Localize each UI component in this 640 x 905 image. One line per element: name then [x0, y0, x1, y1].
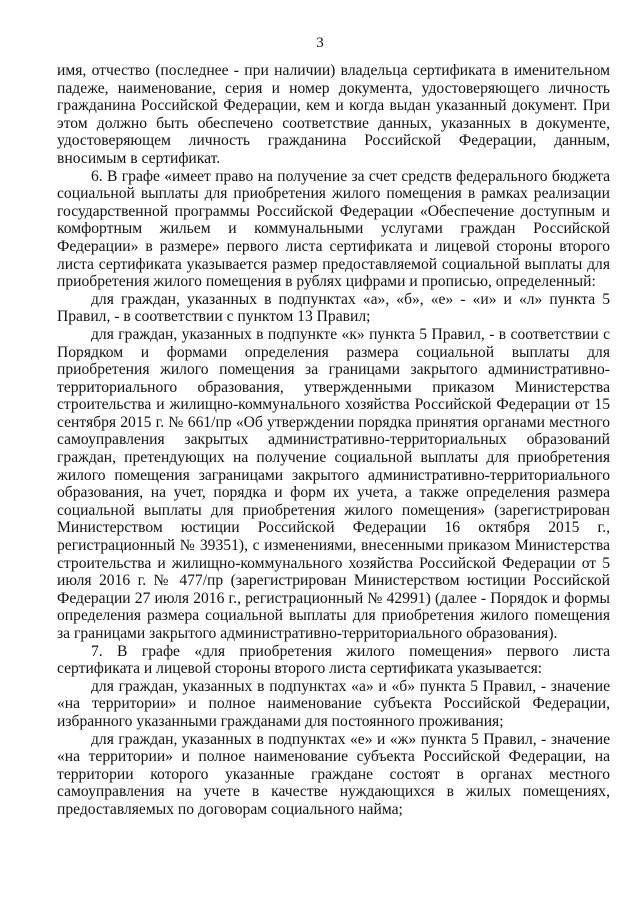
document-body — [57, 62, 610, 819]
paragraph-item-6-subpoint-k: для граждан, указанных в подпункте «к» пункта 5 Правил, - в соответствии с Порядком и формами определения размера социальной выплаты для приобретения жилого помещения за границами закрытого административно-территориального образования, утвержденными приказом Министерства строительства и жилищно-коммунального хозяйства Российской Федерации от 15 сентября 2015 г. № 661/пр «Об утверждении порядка принятия органами местного самоуправления закрытых административно-территориальных образований граждан, претендующих на получение социальной выплаты для приобретения жилого помещения заграницами закрытого административно-территориального образования, на учет, порядка и форм их учета, а также определения размера социальной выплаты для приобретения жилого помещения» (зарегистрирован Министерством юстиции Российской Федерации 16 октября 2015 г., регистрационный № 39351), с изменениями, внесенными приказом Министерства строительства и жилищно-коммунального хозяйства Российской Федерации от 5 июля 2016 г. № 477/пр (зарегистрирован Министерством юстиции Российской Федерации 27 июля 2016 г., регистрационный № 42991) (далее - Порядок и формы определения размера социальной выплаты для приобретения жилого помещения за границами закрытого административно-территориального образования). — [57, 325, 610, 642]
paragraph-item-7-subpoints-a-b: для граждан, указанных в подпунктах «а» и «б» пункта 5 Правил, - значение «на территории» и полное наименование субъекта Российской Федерации, избранного указанными гражданами для постоянного проживания; — [57, 677, 610, 730]
paragraph-item-7-subpoints-e-zh: для граждан, указанных в подпунктах «е» и «ж» пункта 5 Правил, - значение «на территории» и полное наименование субъекта Российской Федерации, на территории которого указанные граждане состоят в органах местного самоуправления на учете в качестве нуждающихся в жилых помещениях, предоставляемых по договорам социального найма; — [57, 730, 610, 818]
paragraph-item-7: 7. В графе «для приобретения жилого помещения» первого листа сертификата и лицевой стороны второго листа сертификата указывается: — [57, 642, 610, 678]
paragraph-owner-identity: имя, отчество (последнее - при наличии) владельца сертификата в именительном падеже, наименование, серия и номер документа, удостоверяющего личность гражданина Российской Федерации, кем и когда выдан указанный документ. При этом должно быть обеспечено соответствие данных, указанных в документе, удостоверяющем личность гражданина Российской Федерации, данным, вносимым в сертификат. — [57, 62, 610, 167]
paragraph-item-6: 6. В графе «имеет право на получение за счет средств федерального бюджета социальной выплаты для приобретения жилого помещения в рамках реализации государственной программы Российской Федерации «Обеспечение доступным и комфортным жильем и коммунальными услугами граждан Российской Федерации» в размере» первого листа сертификата и лицевой стороны второго листа сертификата указывается размер предоставляемой социальной выплаты для приобретения жилого помещения в рублях цифрами и прописью, определенный: — [57, 167, 610, 291]
page-number: 3 — [316, 35, 324, 51]
paragraph-item-6-subpoints-a-b: для граждан, указанных в подпунктах «а», «б», «е» - «и» и «л» пункта 5 Правил, - в соответствии с пунктом 13 Правил; — [57, 290, 610, 326]
